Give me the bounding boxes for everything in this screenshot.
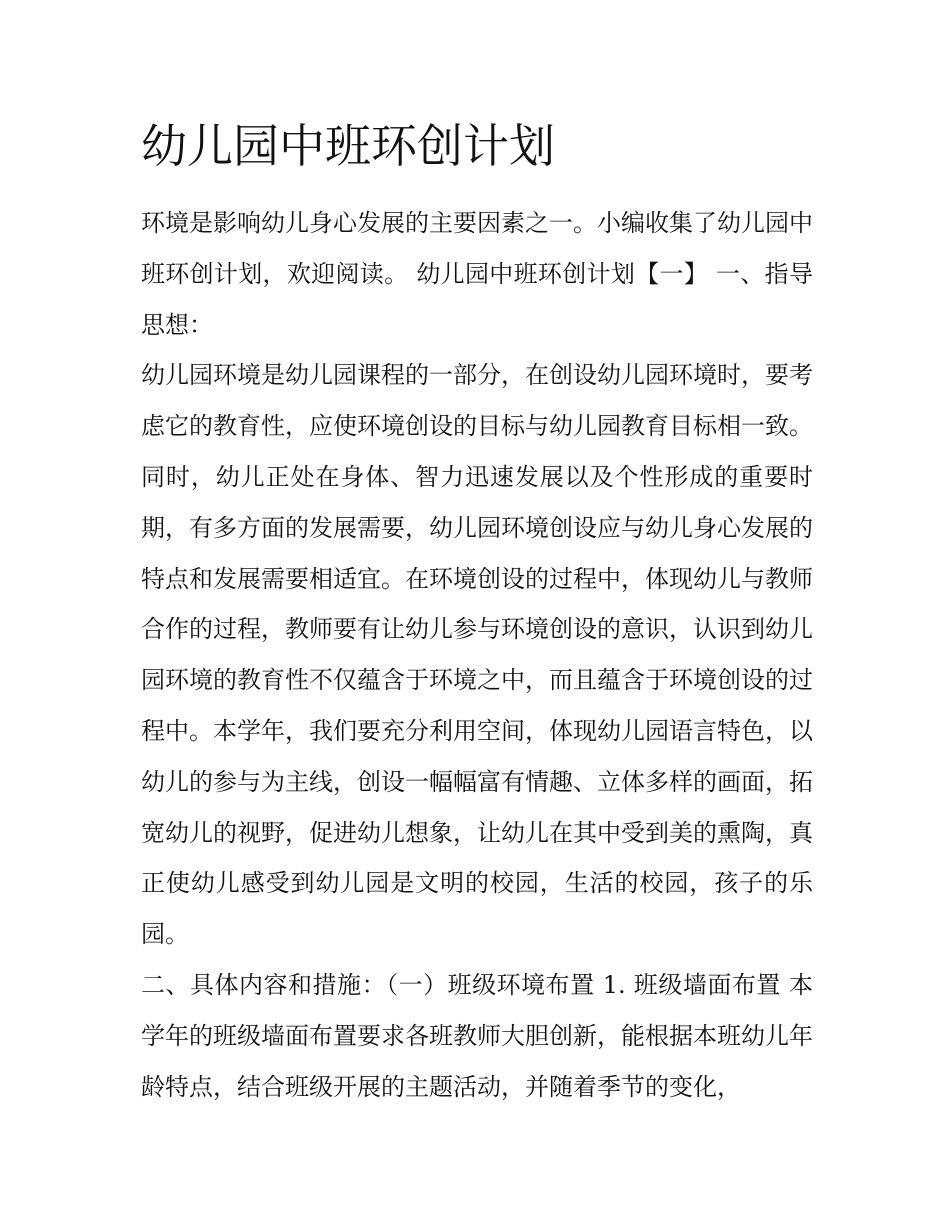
paragraph-content-measures: 二、具体内容和措施：（一）班级环境布置 1. 班级墙面布置 本学年的班级墙面布置要求各班教师大胆创新，能根据本班幼儿年龄特点，结合班级开展的主题活动，并随着季节的变化， xyxy=(141,970,813,1101)
paragraph-guiding-ideology: 幼儿园环境是幼儿园课程的一部分，在创设幼儿园环境时，要考虑它的教育性，应使环境创设的目标与幼儿园教育目标相一致。同时，幼儿正处在身体、智力迅速发展以及个性形成的重要时期，有多方面的发展需要，幼儿园环境创设应与幼儿身心发展的特点和发展需要相适宜。在环境创设的过程中，体现幼儿与教师合作的过程，教师要有让幼儿参与环境创设的意识，认识到幼儿园环境的教育性不仅蕴含于环境之中，而且蕴含于环境创设的过程中。本学年，我们要充分利用空间，体现幼儿园语言特色，以幼儿的参与为主线，创设一幅幅富有情趣、立体多样的画面，拓宽幼儿的视野，促进幼儿想象，让幼儿在其中受到美的熏陶，真正使幼儿感受到幼儿园是文明的校园，生活的校园，孩子的乐园。 xyxy=(141,361,813,949)
paragraph-intro: 环境是影响幼儿身心发展的主要因素之一。小编收集了幼儿园中班环创计划，欢迎阅读。 幼儿园中班环创计划【一】 一、指导思想： xyxy=(141,209,813,339)
document-title: 幼儿园中班环创计划 xyxy=(141,119,555,173)
document-body xyxy=(141,114,813,1112)
